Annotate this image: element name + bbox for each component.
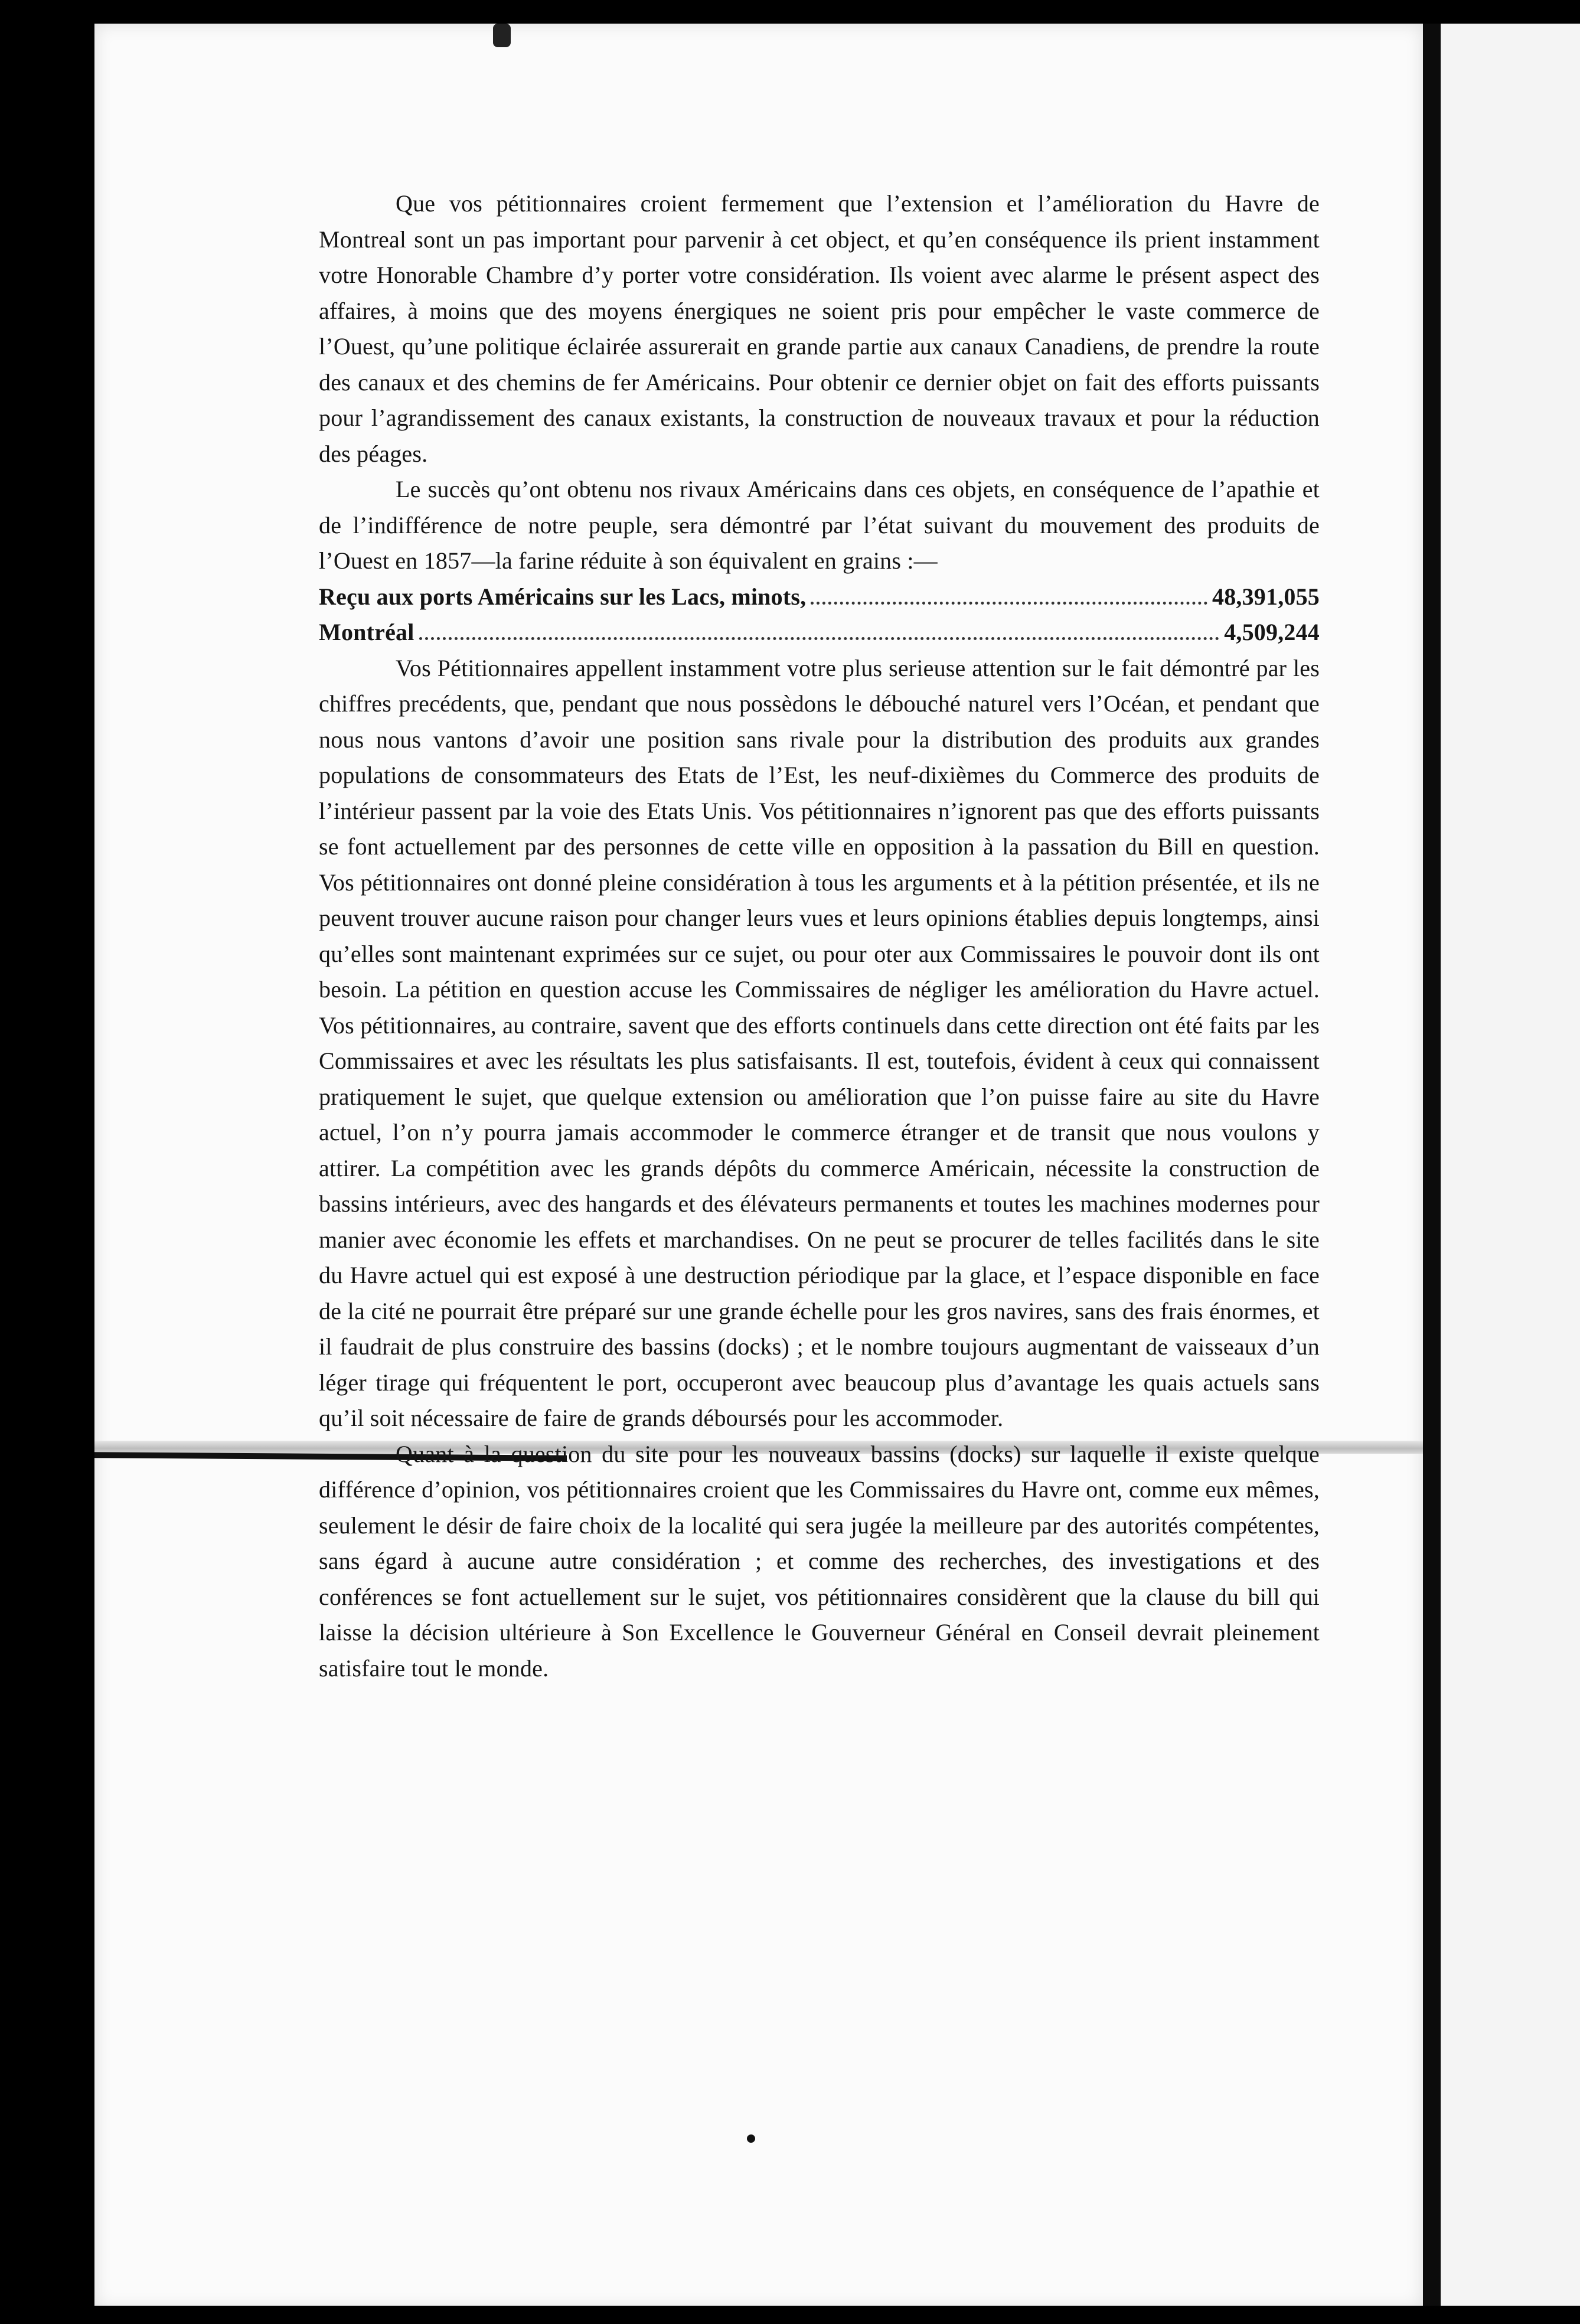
adjacent-page-strip	[1441, 24, 1580, 2324]
ink-dot	[747, 2134, 755, 2143]
paragraph: Le succès qu’ont obtenu nos rivaux Américains dans ces objets, en conséquence de l’apathie et de l’indifférence de notre peuple, sera démontré par l’état suivant du mouvement des produits de l’Ouest en 1857—la farine réduite à son équivalent en grains :—	[319, 476, 1320, 574]
ink-mark	[493, 24, 511, 47]
ledger-value: 48,391,055	[1212, 583, 1320, 610]
document-body	[319, 186, 1320, 1686]
paragraph: Vos Pétitionnaires appellent instamment votre plus serieuse attention sur le fait démontré par les chiffres precédents, que, pendant que nous possèdons le débouché naturel vers l’Océan, et pendant que nous nous vantons d’avoir une position sans rivale pour la distribution des produits aux grandes populations de consommateurs des Etats de l’Est, les neuf-dixièmes du Commerce des produits de l’intérieur passent par la voie des Etats Unis. Vos pétitionnaires n’ignorent pas que des efforts puissants se font actuellement par des personnes de cette ville en opposition à la passation du Bill en question. Vos pétitionnaires ont donné pleine considération à tous les arguments et à la pétition présentée, et ils ne peuvent trouver aucune raison pour changer leurs vues et leurs opinions établies depuis longtemps, ainsi qu’elles sont maintenant exprimées sur ce sujet, ou pour oter aux Commissaires le pouvoir dont ils ont besoin. La pétition en question accuse les Commissaires de négliger les amélioration du Havre actuel. Vos pétitionnaires, au contraire, savent que des efforts continuels dans cette direction ont été faits par les Commissaires et avec les résultats les plus satisfaisants. Il est, toutefois, évident à ceux qui connaissent pratiquement le sujet, que quelque extension ou amélioration que l’on puisse faire au site du Havre actuel, l’on n’y pourra jamais accommoder le commerce étranger et de transit que nous voulons y attirer. La compétition avec les grands dépôts du commerce Américain, nécessite la construction de bassins intérieurs, avec des hangards et des élévateurs permanents et toutes les machines modernes pour manier avec économie les effets et marchandises. On ne peut se procurer de telles facilités dans le site du Havre actuel qui est exposé à une destruction périodique par la glace, et l’espace disponible en face de la cité ne pourrait être préparé sur une grande échelle pour les gros navires, sans des frais énormes, et il faudrait de plus construire des bassins (docks) ; et le nombre toujours augmentant de vaisseaux d’un léger tirage qui fréquentent le port, occuperont avec beaucoup plus d’avantage les quais actuels sans qu’il soit nécessaire de faire de grands déboursés pour les accommoder.	[319, 654, 1320, 1431]
scan-border	[0, 2306, 1580, 2324]
dot-leader	[811, 602, 1207, 605]
page-edge-shadow	[1423, 24, 1443, 2324]
ledger-row	[319, 579, 1320, 615]
ledger-label: Reçu aux ports Américains sur les Lacs, minots,	[319, 583, 807, 610]
dot-leader	[419, 637, 1220, 640]
ledger-value: 4,509,244	[1224, 619, 1320, 645]
ledger-label: Montréal	[319, 619, 414, 645]
ledger-row	[319, 615, 1320, 651]
paragraph: Quant à la question du site pour les nouveaux bassins (docks) sur laquelle il existe quelque différence d’opinion, vos pétitionnaires croient que les Commissaires du Havre ont, comme eux mêmes, seulement le désir de faire choix de la localité qui sera jugée la meilleure par des autorités compétentes, sans égard à aucune autre considération ; et comme des recherches, des investigations et des conférences se font actuellement sur le sujet, vos pétitionnaires considèrent que la clause du bill qui laisse la décision ultérieure à Son Excellence le Gouverneur Général en Conseil devrait pleinement satisfaire tout le monde.	[319, 1440, 1320, 1682]
paragraph: Que vos pétitionnaires croient fermement que l’extension et l’amélioration du Havre de Montreal sont un pas important pour parvenir à cet object, et qu’en conséquence ils prient instamment votre Honorable Chambre d’y porter votre considération. Ils voient avec alarme le présent aspect des affaires, à moins que des moyens énergiques ne soient pris pour empêcher le vaste commerce de l’Ouest, qu’une politique éclairée assurerait en grande partie aux canaux Canadiens, de prendre la route des canaux et des chemins de fer Américains. Pour obtenir ce dernier objet on fait des efforts puissants pour l’agrandissement des canaux existants, la construction de nouveaux travaux et pour la réduction des péages.	[319, 190, 1320, 467]
